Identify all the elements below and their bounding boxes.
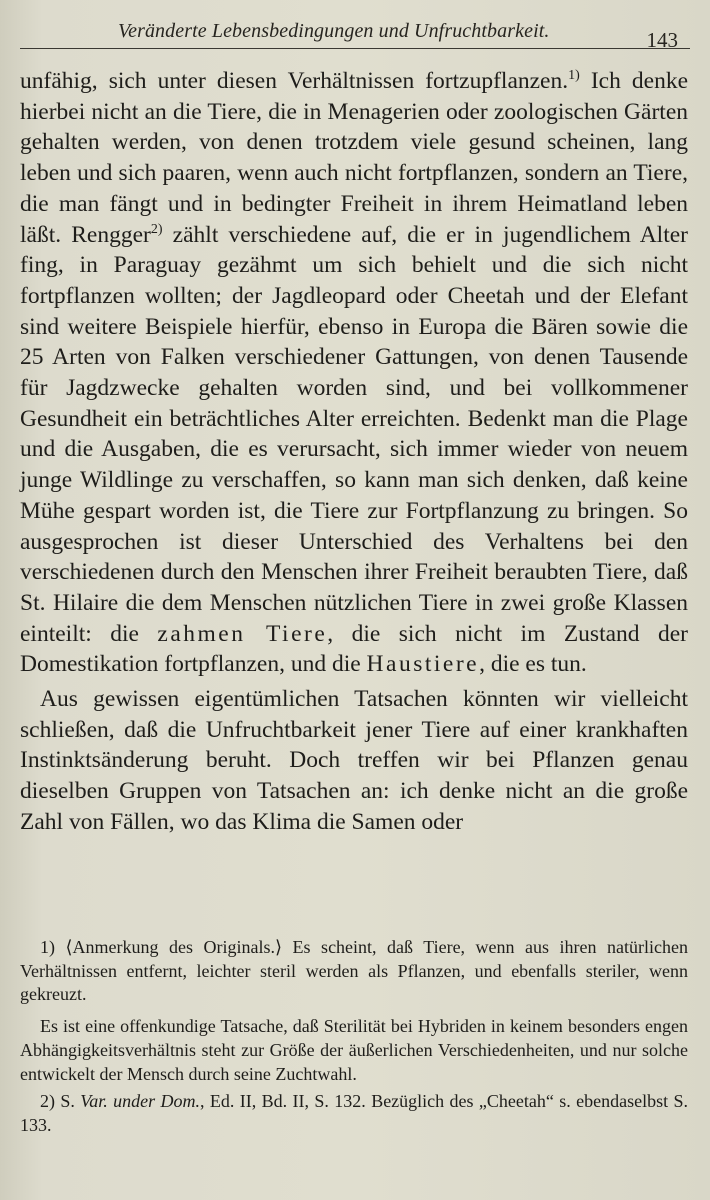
paragraph	[20, 66, 688, 680]
footnote-text: Es scheint, daß Tiere, wenn aus ihren natürlichen Verhältnissen entfernt, leichter steril werden als Pflanzen, und ebenfalls steriler, wenn gekreuzt.	[20, 937, 689, 1005]
footnote-2	[20, 1090, 688, 1137]
footnote-marker: 2)	[40, 1091, 55, 1112]
footnotes	[20, 936, 688, 1138]
main-text	[20, 66, 688, 838]
paragraph	[20, 684, 688, 838]
text-segment: , die sich nicht im Zustand der Domestikation fortpflanzen, und die	[20, 620, 689, 678]
footnote-marker: 1)	[40, 937, 55, 957]
footnote-text: S.	[60, 1091, 81, 1112]
text-segment: unfähig, sich unter diesen Verhältnissen fortzupflanzen.	[20, 68, 569, 94]
header-rule	[20, 48, 690, 49]
footnote-1	[20, 936, 688, 1007]
footnote-ref: 2)	[150, 221, 163, 237]
page-number: 143	[646, 28, 678, 52]
spaced-term: Haustiere	[366, 651, 480, 678]
text-segment: zählt verschiedene auf, die er in jugendlichem Alter fing, in Paraguay gezähmt um sich behielt und die sich nicht fortpflanzen wollten; der Jagdleopard oder Cheetah und der Elefant sind weitere Beispiele hierfür, ebenso in Europa die Bären sowie die 25 Arten von Falken verschiedener Gattungen, von denen Tausende für Jagdzwecke gehalten worden sind, und bei vollkommener Gesundheit ein beträchtliches Alter erreichten. Bedenkt man die Plage und die Ausgaben, die es verursacht, sich immer wieder von neuem junge Wildlinge zu verschaffen, so kann man sich denken, daß keine Mühe gespart worden ist, die Tiere zur Fortpflanzung zu bringen. So ausgesprochen ist dieser Unterschied des Verhaltens bei den verschiedenen durch den Menschen ihrer Freiheit beraubten Tiere, daß St. Hilaire die dem Menschen nützlichen Tiere in zwei große Klassen einteilt: die	[20, 221, 689, 647]
footnote-text: Es ist eine offenkundige Tatsache, daß Sterilität bei Hybriden in keinem besonders engen Abhängigkeitsverhältnis steht zur Größe der äußerlichen Verschiedenheiten, und nur solche entwickelt der Mensch durch seine Zuchtwahl.	[20, 1016, 688, 1084]
spaced-term: zahmen Tiere	[157, 620, 328, 647]
running-title: Veränderte Lebensbedingungen und Unfruchtbarkeit.	[118, 20, 550, 42]
text-segment: , die es tun.	[479, 651, 587, 678]
editor-note: ⟨Anmerkung des Originals.⟩	[65, 937, 283, 957]
page-header	[20, 6, 690, 52]
footnote-text: , Ed. II, Bd. II, S. 132. Bezüglich des „Cheetah“ s. ebendaselbst S. 133.	[20, 1091, 688, 1135]
source-title: Var. under Dom.	[80, 1091, 201, 1112]
footnote-ref: 1)	[568, 68, 580, 84]
text-segment: Aus gewissen eigentümlichen Tatsachen könnten wir vielleicht schließen, daß die Unfruchtbarkeit jener Tiere auf einer krankhaften Instinktsänderung beruht. Doch treffen wir bei Pflanzen genau dieselben Gruppen von Tatsachen an: ich denke nicht an die große Zahl von Fällen, wo das Klima die Samen oder	[20, 686, 688, 835]
text-segment: Ich denke hierbei nicht an die Tiere, die in Menagerien oder zoologischen Gärten gehalten werden, von denen trotzdem viele gesund scheinen, lang leben und sich paaren, wenn auch nicht fortpflanzen, sondern an Tiere, die man fängt und in bedingter Freiheit in ihrem Heimatland leben läßt. Rengger	[20, 68, 688, 248]
footnote-1-continued	[20, 1015, 688, 1086]
